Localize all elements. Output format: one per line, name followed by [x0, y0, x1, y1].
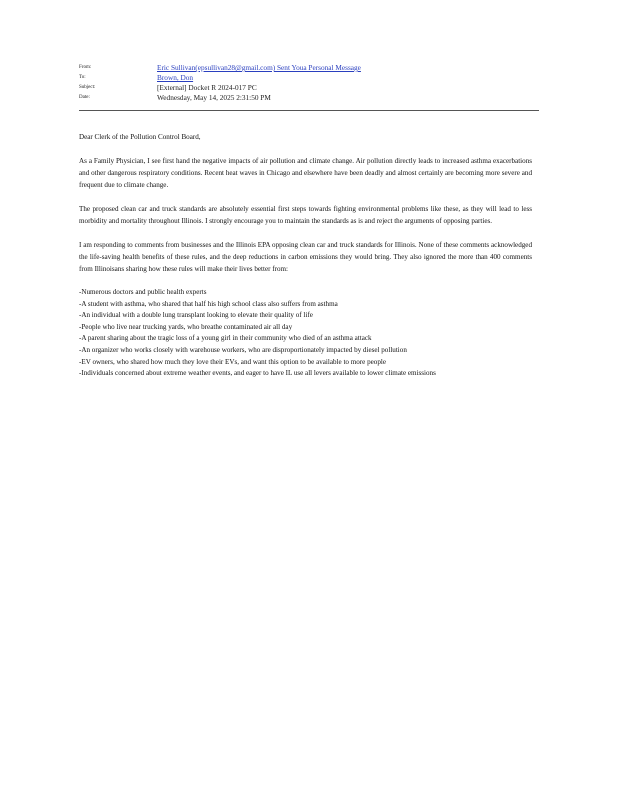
- list-item: -A student with asthma, who shared that half his high school class also suffers from asthma: [79, 299, 338, 308]
- list-item: -An organizer who works closely with warehouse workers, who are disproportionately impacted by diesel pollution: [79, 345, 407, 354]
- to-row: [79, 73, 559, 82]
- list-item: -Individuals concerned about extreme weather events, and eager to have IL use all levers available to lower climate emissions: [79, 369, 436, 378]
- to-label: To:: [79, 75, 86, 80]
- header-divider: [79, 110, 539, 111]
- from-sender-link[interactable]: Eric Sullivan(epsullivan28@gmail.com) Sent Youa Personal Message: [157, 63, 361, 72]
- list-item: -An individual with a double lung transplant looking to elevate their quality of life: [79, 311, 313, 320]
- subject-label: Subject:: [79, 85, 96, 90]
- email-header: [79, 63, 559, 103]
- list-item: -People who live near trucking yards, who breathe contaminated air all day: [79, 322, 293, 331]
- from-label: From:: [79, 65, 92, 70]
- date-label: Date:: [79, 95, 90, 100]
- subject-row: [79, 83, 559, 92]
- paragraph-3: I am responding to comments from businesses and the Illinois EPA opposing clean car and truck standards for Illinois. None of these comments acknowledged the life-saving health benefits of these rules, and the deep reductions in carbon emissions they would bring. They also ignored the more than 400 comments from Illinoisans sharing how these rules will make their lives better from:: [79, 241, 532, 273]
- subject-value: [External] Docket R 2024-017 PC: [157, 83, 257, 92]
- commenter-list: [79, 287, 532, 380]
- from-row: [79, 63, 559, 72]
- list-item: -EV owners, who shared how much they love their EVs, and want this option to be available to more people: [79, 357, 386, 366]
- greeting: Dear Clerk of the Pollution Control Board,: [79, 133, 201, 141]
- paragraph-1: As a Family Physician, I see first hand the negative impacts of air pollution and climate change. Air pollution directly leads to increased asthma exacerbations and other dangerous respiratory conditions. Recent heat waves in Chicago and elsewhere have been deadly and almost certainly are becoming more severe and frequent due to climate change.: [79, 157, 532, 189]
- list-item: -A parent sharing about the tragic loss of a young girl in their community who died of an asthma attack: [79, 334, 372, 343]
- paragraph-2: The proposed clean car and truck standards are absolutely essential first steps towards fighting environmental problems like these, as they will lead to less morbidity and mortality throughout Illinois. I strongly encourage you to maintain the standards as is and reject the arguments of opposing parties.: [79, 205, 532, 225]
- date-value: Wednesday, May 14, 2025 2:31:50 PM: [157, 93, 271, 102]
- list-item: -Numerous doctors and public health experts: [79, 288, 207, 296]
- email-body: [79, 131, 532, 380]
- to-recipient-link[interactable]: Brown, Don: [157, 73, 194, 82]
- date-row: [79, 93, 559, 102]
